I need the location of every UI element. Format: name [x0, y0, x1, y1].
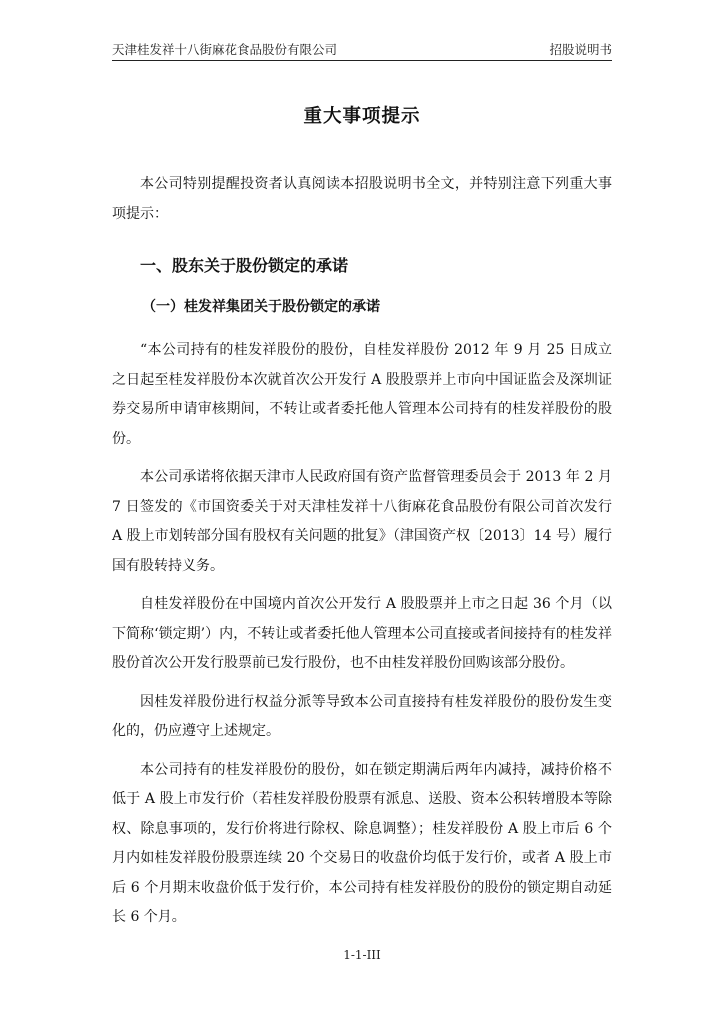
header-document-type: 招股说明书: [549, 42, 612, 57]
header-company-name: 天津桂发祥十八街麻花食品股份有限公司: [112, 42, 338, 57]
intro-paragraph: 本公司特别提醒投资者认真阅读本招股说明书全文，并特别注意下列重大事项提示：: [112, 176, 612, 222]
page-content: [112, 102, 612, 933]
subsection-heading-group-lockup: （一）桂发祥集团关于股份锁定的承诺: [142, 299, 380, 315]
body-paragraph: 因桂发祥股份进行权益分派等导致本公司直接持有桂发祥股份的股份发生变化的，仍应遵守上述规定。: [112, 693, 612, 739]
body-paragraph: “本公司持有的桂发祥股份的股份，自桂发祥股份 2012 年 9 月 25 日成立之日起至桂发祥股份本次就首次公开发行 A 股股票并上市向中国证监会及深圳证券交易所申请审核期间，不转让或者委托他人管理本公司持有的桂发祥股份的股份。: [112, 342, 612, 447]
section-heading-share-lockup: 一、股东关于股份锁定的承诺: [140, 256, 349, 275]
page-header: [112, 40, 612, 61]
page-number: 1-1-III: [343, 948, 381, 962]
body-paragraph: 本公司承诺将依据天津市人民政府国有资产监督管理委员会于 2013 年 2 月 7 日签发的《市国资委关于对天津桂发祥十八街麻花食品股份有限公司首次发行 A 股上市划转部分国有股权有关问题的批复》（津国资产权〔2013〕14 号）履行国有股转持义务。: [112, 469, 612, 574]
body-paragraph: 自桂发祥股份在中国境内首次公开发行 A 股股票并上市之日起 36 个月（以下简称‘锁定期’）内，不转让或者委托他人管理本公司直接或者间接持有的桂发祥股份首次公开发行股票前已发行股份，也不由桂发祥股份回购该部分股份。: [112, 596, 612, 671]
page-title: 重大事项提示: [303, 106, 421, 127]
body-paragraph: 本公司持有的桂发祥股份的股份，如在锁定期满后两年内减持，减持价格不低于 A 股上市发行价（若桂发祥股份股票有派息、送股、资本公积转增股本等除权、除息事项的，发行价将进行除权、除息调整）；桂发祥股份 A 股上市后 6 个月内如桂发祥股份股票连续 20 个交易日的收盘价均低于发行价，或者 A 股上市后 6 个月期末收盘价低于发行价，本公司持有桂发祥股份的股份的锁定期自动延长 6 个月。: [112, 761, 612, 925]
